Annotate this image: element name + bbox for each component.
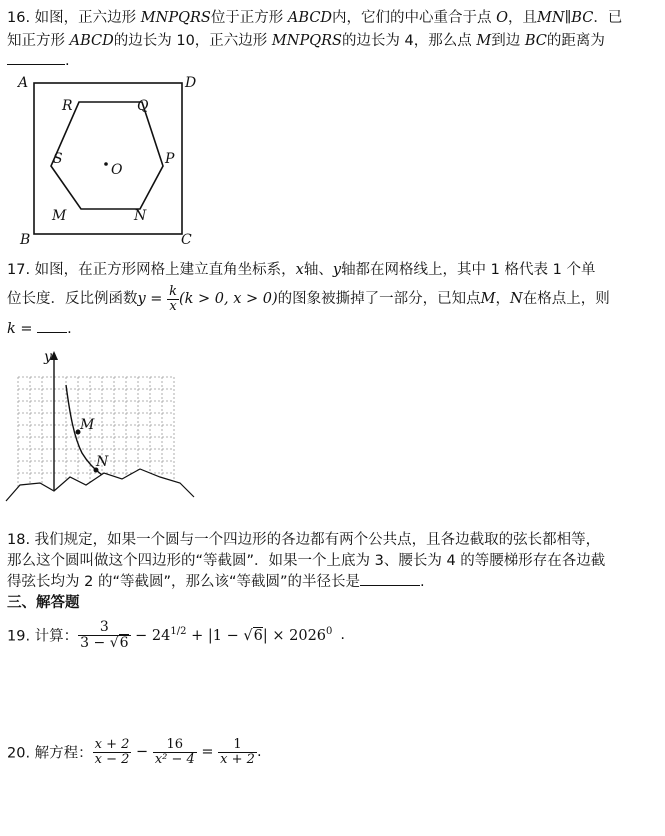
label-r: R [62, 98, 73, 114]
label-p: P [165, 151, 175, 167]
q17-text: 17. 如图，在正方形网格上建立直角坐标系， [7, 262, 296, 278]
q17-text: 轴都在网格线上，其中 1 格代表 1 个单 [341, 262, 596, 278]
q18-text: . [420, 574, 425, 590]
label-a: A [18, 75, 29, 91]
q17-text: 的图象被撕掉了一部分，已知点 [277, 291, 481, 308]
q17-line3 [7, 318, 72, 337]
q19-end: . [340, 627, 345, 644]
q16-text: 的距离为 [546, 33, 605, 49]
q16-text: 16. 如图，正六边形 [7, 10, 141, 26]
abs-start: + |1 − [186, 628, 244, 645]
parallel-condition: MN∥BC [537, 10, 594, 26]
answer-blank[interactable] [7, 50, 65, 65]
q19-fraction [78, 620, 130, 650]
label-c: C [181, 232, 192, 248]
label-o: O [111, 162, 123, 178]
sqrt-arg: 6 [253, 628, 263, 645]
label-m: M [80, 417, 95, 433]
point-m: M [480, 291, 496, 308]
q16-text: 的边长为 10，正六边形 [113, 33, 272, 49]
q19-prefix: 19. 计算： [7, 628, 79, 645]
q19-line [7, 620, 345, 650]
abs-end: | × 2026 [262, 628, 327, 645]
q17-line1 [7, 258, 595, 279]
frac-denominator: x² − 4 [154, 751, 195, 767]
section-heading: 三、解答题 [7, 595, 80, 611]
frac-denominator: x [167, 299, 179, 314]
hexagon-mnpqrs [51, 102, 163, 209]
answer-blank[interactable] [360, 571, 420, 586]
frac-denominator: x + 2 [220, 751, 255, 767]
label-m: M [52, 208, 67, 224]
equals-sign: = [145, 291, 168, 308]
q16-line3 [7, 50, 70, 69]
q19-rest: − $24^{1/2} + |1 - √6| \times 2026^0$ [130, 626, 333, 645]
y-axis-name: y [332, 262, 342, 278]
label-s: S [53, 151, 63, 167]
square-name: ABCD [287, 10, 333, 26]
fraction-1 [93, 738, 132, 766]
minus-sign: − [131, 744, 153, 761]
q16-text: 到边 [491, 33, 525, 49]
separator: ， [495, 291, 511, 308]
square-name: ABCD [69, 33, 114, 49]
label-b: B [20, 232, 31, 248]
q16-text: ，且 [508, 10, 538, 26]
q16-figure [0, 70, 210, 250]
frac-numerator: k [169, 284, 177, 299]
point-m: M [476, 33, 492, 49]
q17-text: 在格点上，则 [522, 291, 610, 308]
edge-bc: BC [524, 33, 547, 49]
hexagon-name: MNPQRS [271, 33, 342, 49]
q20-line [7, 738, 262, 766]
q16-text: ．已 [593, 10, 623, 26]
label-n: N [96, 454, 109, 470]
frac-denominator: 3 − √6 [80, 634, 129, 651]
point-n: N [510, 291, 523, 308]
label-n: N [134, 208, 147, 224]
sqrt-arg: 6 [119, 634, 129, 651]
q17-line2 [7, 285, 610, 313]
q17-text: 轴、 [303, 262, 333, 278]
frac-numerator: 16 [166, 737, 184, 752]
q18-line3 [7, 570, 425, 591]
fraction-2 [153, 738, 197, 766]
q16-text: 内，它们的中心重合于点 [332, 10, 497, 26]
q17-text: 位长度．反比例函数 [7, 291, 138, 308]
label-d: D [185, 75, 197, 91]
func-y: y [137, 291, 146, 308]
q18-line1: 18. 我们规定，如果一个圆与一个四边形的各边都有两个公共点，且各边截取的弦长都相等， [7, 532, 601, 548]
equals-sign: = [196, 744, 219, 761]
label-y: y [44, 349, 52, 365]
frac-denominator: x − 2 [94, 751, 130, 767]
q20-end: . [256, 744, 262, 761]
x-axis-name: x [295, 262, 304, 278]
zero-exponent: 0 [326, 626, 333, 638]
fraction-3 [218, 738, 257, 766]
q17-text: . [67, 321, 72, 337]
answer-blank[interactable] [37, 318, 67, 333]
func-condition: (k > 0, x > 0) [178, 291, 278, 308]
q18-line2: 那么这个圆叫做这个四边形的“等截圆”．如果一个上底为 3、腰长为 4 的等腰梯形存在各边截 [7, 553, 606, 569]
q16-text: 位于正方形 [210, 10, 288, 26]
q16-text: . [65, 53, 70, 69]
q16-line1 [7, 6, 622, 27]
frac-numerator: 3 [99, 619, 109, 635]
frac-numerator: x + 2 [94, 737, 130, 752]
exp-den: 2 [180, 626, 187, 638]
k-label: k [7, 321, 16, 337]
frac-numerator: 1 [233, 737, 242, 752]
q17-figure [0, 345, 200, 505]
exp-num: 1 [170, 626, 177, 638]
func-fraction [167, 285, 179, 313]
q18-text: 得弦长均为 2 的“等截圆”，那么该“等截圆”的半径长是 [7, 574, 360, 590]
q16-text: 知正方形 [7, 33, 70, 49]
exp-half: 1/2 [170, 626, 187, 638]
center-point: O [496, 10, 509, 26]
equals-sign: = [15, 321, 38, 337]
hexagon-name: MNPQRS [140, 10, 211, 26]
q16-line2 [7, 29, 605, 50]
q20-prefix: 20. 解方程： [7, 745, 93, 762]
label-q: Q [137, 98, 149, 114]
center-dot [104, 162, 108, 166]
q16-text: 的边长为 4，那么点 [341, 33, 477, 49]
den-text: 3 − [80, 634, 110, 651]
term-24: − 24 [130, 628, 171, 645]
